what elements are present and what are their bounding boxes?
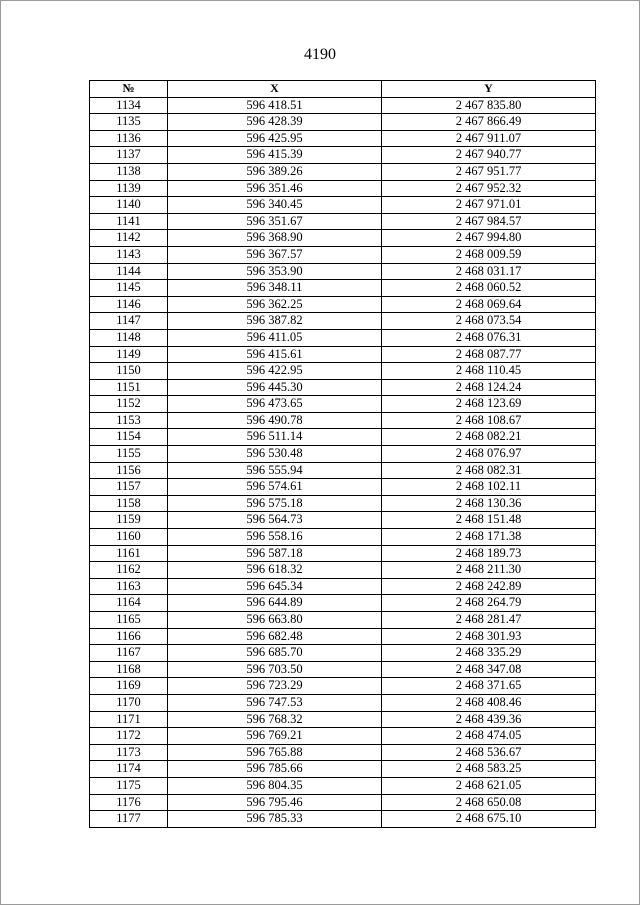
table-row bbox=[90, 396, 596, 413]
cell-number: 1151 bbox=[90, 379, 168, 396]
cell-number: 1166 bbox=[90, 628, 168, 645]
cell-y: 2 468 087.77 bbox=[382, 346, 596, 363]
cell-y: 2 468 264.79 bbox=[382, 595, 596, 612]
cell-y: 2 468 189.73 bbox=[382, 545, 596, 562]
table-row bbox=[90, 578, 596, 595]
table-row bbox=[90, 213, 596, 230]
cell-number: 1169 bbox=[90, 678, 168, 695]
table-row bbox=[90, 329, 596, 346]
cell-x: 596 348.11 bbox=[168, 280, 382, 297]
cell-y: 2 468 151.48 bbox=[382, 512, 596, 529]
cell-number: 1136 bbox=[90, 130, 168, 147]
cell-y: 2 468 211.30 bbox=[382, 562, 596, 579]
header-row bbox=[90, 81, 596, 98]
cell-number: 1149 bbox=[90, 346, 168, 363]
cell-y: 2 468 124.24 bbox=[382, 379, 596, 396]
table-row bbox=[90, 346, 596, 363]
cell-y: 2 468 082.31 bbox=[382, 462, 596, 479]
cell-x: 596 575.18 bbox=[168, 495, 382, 512]
table-row bbox=[90, 661, 596, 678]
table-header bbox=[90, 81, 596, 98]
table-row bbox=[90, 678, 596, 695]
cell-number: 1139 bbox=[90, 180, 168, 197]
cell-x: 596 804.35 bbox=[168, 777, 382, 794]
cell-y: 2 468 371.65 bbox=[382, 678, 596, 695]
cell-x: 596 351.67 bbox=[168, 213, 382, 230]
cell-number: 1146 bbox=[90, 296, 168, 313]
cell-x: 596 368.90 bbox=[168, 230, 382, 247]
cell-y: 2 468 082.21 bbox=[382, 429, 596, 446]
cell-y: 2 468 439.36 bbox=[382, 711, 596, 728]
cell-y: 2 468 009.59 bbox=[382, 246, 596, 263]
cell-x: 596 389.26 bbox=[168, 163, 382, 180]
table-row bbox=[90, 114, 596, 131]
cell-y: 2 468 123.69 bbox=[382, 396, 596, 413]
cell-y: 2 468 281.47 bbox=[382, 612, 596, 629]
cell-number: 1143 bbox=[90, 246, 168, 263]
table-row bbox=[90, 612, 596, 629]
cell-y: 2 468 242.89 bbox=[382, 578, 596, 595]
cell-number: 1159 bbox=[90, 512, 168, 529]
cell-x: 596 428.39 bbox=[168, 114, 382, 131]
cell-number: 1158 bbox=[90, 495, 168, 512]
table-row bbox=[90, 479, 596, 496]
cell-number: 1157 bbox=[90, 479, 168, 496]
cell-x: 596 723.29 bbox=[168, 678, 382, 695]
cell-y: 2 467 866.49 bbox=[382, 114, 596, 131]
table-row bbox=[90, 429, 596, 446]
cell-y: 2 468 073.54 bbox=[382, 313, 596, 330]
cell-x: 596 351.46 bbox=[168, 180, 382, 197]
cell-number: 1164 bbox=[90, 595, 168, 612]
cell-y: 2 468 474.05 bbox=[382, 728, 596, 745]
cell-number: 1154 bbox=[90, 429, 168, 446]
cell-number: 1167 bbox=[90, 645, 168, 662]
cell-number: 1155 bbox=[90, 446, 168, 463]
table-row bbox=[90, 529, 596, 546]
cell-number: 1144 bbox=[90, 263, 168, 280]
cell-number: 1172 bbox=[90, 728, 168, 745]
cell-x: 596 747.53 bbox=[168, 694, 382, 711]
cell-number: 1156 bbox=[90, 462, 168, 479]
cell-y: 2 468 171.38 bbox=[382, 529, 596, 546]
cell-number: 1138 bbox=[90, 163, 168, 180]
cell-y: 2 468 110.45 bbox=[382, 363, 596, 380]
cell-x: 596 367.57 bbox=[168, 246, 382, 263]
cell-x: 596 795.46 bbox=[168, 794, 382, 811]
cell-number: 1140 bbox=[90, 197, 168, 214]
cell-number: 1168 bbox=[90, 661, 168, 678]
cell-number: 1150 bbox=[90, 363, 168, 380]
cell-x: 596 768.32 bbox=[168, 711, 382, 728]
cell-x: 596 703.50 bbox=[168, 661, 382, 678]
cell-number: 1152 bbox=[90, 396, 168, 413]
cell-x: 596 530.48 bbox=[168, 446, 382, 463]
cell-x: 596 418.51 bbox=[168, 97, 382, 114]
cell-number: 1134 bbox=[90, 97, 168, 114]
cell-y: 2 467 911.07 bbox=[382, 130, 596, 147]
cell-y: 2 467 835.80 bbox=[382, 97, 596, 114]
cell-number: 1145 bbox=[90, 280, 168, 297]
cell-x: 596 340.45 bbox=[168, 197, 382, 214]
cell-y: 2 468 108.67 bbox=[382, 412, 596, 429]
cell-y: 2 468 675.10 bbox=[382, 811, 596, 828]
table-row bbox=[90, 446, 596, 463]
cell-y: 2 468 347.08 bbox=[382, 661, 596, 678]
cell-x: 596 682.48 bbox=[168, 628, 382, 645]
table-row bbox=[90, 545, 596, 562]
cell-number: 1174 bbox=[90, 761, 168, 778]
table-row bbox=[90, 728, 596, 745]
table-row bbox=[90, 147, 596, 164]
table-row bbox=[90, 794, 596, 811]
cell-x: 596 618.32 bbox=[168, 562, 382, 579]
table-row bbox=[90, 562, 596, 579]
table-row bbox=[90, 280, 596, 297]
cell-x: 596 685.70 bbox=[168, 645, 382, 662]
table-row bbox=[90, 595, 596, 612]
table-row bbox=[90, 246, 596, 263]
table-row bbox=[90, 313, 596, 330]
cell-y: 2 467 952.32 bbox=[382, 180, 596, 197]
table-row bbox=[90, 412, 596, 429]
cell-y: 2 467 951.77 bbox=[382, 163, 596, 180]
table-row bbox=[90, 462, 596, 479]
cell-number: 1171 bbox=[90, 711, 168, 728]
cell-x: 596 769.21 bbox=[168, 728, 382, 745]
header-y: Y bbox=[382, 81, 596, 98]
cell-number: 1163 bbox=[90, 578, 168, 595]
cell-number: 1173 bbox=[90, 744, 168, 761]
cell-x: 596 415.39 bbox=[168, 147, 382, 164]
cell-x: 596 574.61 bbox=[168, 479, 382, 496]
cell-x: 596 644.89 bbox=[168, 595, 382, 612]
cell-x: 596 663.80 bbox=[168, 612, 382, 629]
cell-x: 596 511.14 bbox=[168, 429, 382, 446]
table-body bbox=[90, 97, 596, 827]
cell-number: 1148 bbox=[90, 329, 168, 346]
table-row bbox=[90, 512, 596, 529]
cell-x: 596 362.25 bbox=[168, 296, 382, 313]
cell-number: 1141 bbox=[90, 213, 168, 230]
cell-x: 596 490.78 bbox=[168, 412, 382, 429]
cell-y: 2 468 076.31 bbox=[382, 329, 596, 346]
cell-number: 1165 bbox=[90, 612, 168, 629]
table-row bbox=[90, 694, 596, 711]
cell-number: 1161 bbox=[90, 545, 168, 562]
cell-y: 2 468 650.08 bbox=[382, 794, 596, 811]
cell-x: 596 445.30 bbox=[168, 379, 382, 396]
cell-y: 2 468 130.36 bbox=[382, 495, 596, 512]
cell-y: 2 468 031.17 bbox=[382, 263, 596, 280]
table-row bbox=[90, 97, 596, 114]
cell-x: 596 587.18 bbox=[168, 545, 382, 562]
cell-x: 596 555.94 bbox=[168, 462, 382, 479]
cell-x: 596 785.66 bbox=[168, 761, 382, 778]
cell-number: 1135 bbox=[90, 114, 168, 131]
cell-number: 1176 bbox=[90, 794, 168, 811]
cell-number: 1160 bbox=[90, 529, 168, 546]
cell-x: 596 353.90 bbox=[168, 263, 382, 280]
header-x: X bbox=[168, 81, 382, 98]
table-row bbox=[90, 363, 596, 380]
cell-y: 2 468 076.97 bbox=[382, 446, 596, 463]
cell-x: 596 422.95 bbox=[168, 363, 382, 380]
cell-x: 596 645.34 bbox=[168, 578, 382, 595]
table-row bbox=[90, 761, 596, 778]
cell-x: 596 564.73 bbox=[168, 512, 382, 529]
cell-x: 596 785.33 bbox=[168, 811, 382, 828]
cell-x: 596 765.88 bbox=[168, 744, 382, 761]
cell-y: 2 468 335.29 bbox=[382, 645, 596, 662]
cell-number: 1175 bbox=[90, 777, 168, 794]
table-row bbox=[90, 163, 596, 180]
cell-number: 1147 bbox=[90, 313, 168, 330]
cell-y: 2 468 301.93 bbox=[382, 628, 596, 645]
table-row bbox=[90, 230, 596, 247]
cell-y: 2 467 994.80 bbox=[382, 230, 596, 247]
cell-x: 596 415.61 bbox=[168, 346, 382, 363]
cell-number: 1137 bbox=[90, 147, 168, 164]
table-row bbox=[90, 263, 596, 280]
table-row bbox=[90, 379, 596, 396]
cell-y: 2 467 940.77 bbox=[382, 147, 596, 164]
table-row bbox=[90, 711, 596, 728]
cell-y: 2 468 583.25 bbox=[382, 761, 596, 778]
table-row bbox=[90, 180, 596, 197]
cell-y: 2 468 069.64 bbox=[382, 296, 596, 313]
table-row bbox=[90, 197, 596, 214]
page-number: 4190 bbox=[304, 46, 336, 63]
cell-number: 1142 bbox=[90, 230, 168, 247]
cell-number: 1162 bbox=[90, 562, 168, 579]
table-row bbox=[90, 495, 596, 512]
table-row bbox=[90, 628, 596, 645]
cell-y: 2 468 621.05 bbox=[382, 777, 596, 794]
cell-x: 596 387.82 bbox=[168, 313, 382, 330]
table-row bbox=[90, 645, 596, 662]
cell-y: 2 468 536.67 bbox=[382, 744, 596, 761]
cell-y: 2 468 408.46 bbox=[382, 694, 596, 711]
cell-y: 2 468 060.52 bbox=[382, 280, 596, 297]
cell-number: 1170 bbox=[90, 694, 168, 711]
cell-x: 596 558.16 bbox=[168, 529, 382, 546]
cell-y: 2 467 984.57 bbox=[382, 213, 596, 230]
table-row bbox=[90, 296, 596, 313]
cell-x: 596 425.95 bbox=[168, 130, 382, 147]
cell-x: 596 411.05 bbox=[168, 329, 382, 346]
table-row bbox=[90, 744, 596, 761]
cell-x: 596 473.65 bbox=[168, 396, 382, 413]
cell-y: 2 468 102.11 bbox=[382, 479, 596, 496]
cell-y: 2 467 971.01 bbox=[382, 197, 596, 214]
header-number: № bbox=[90, 81, 168, 98]
cell-number: 1153 bbox=[90, 412, 168, 429]
table-row bbox=[90, 130, 596, 147]
table-row bbox=[90, 777, 596, 794]
coordinates-table bbox=[89, 80, 596, 828]
cell-number: 1177 bbox=[90, 811, 168, 828]
table-row bbox=[90, 811, 596, 828]
